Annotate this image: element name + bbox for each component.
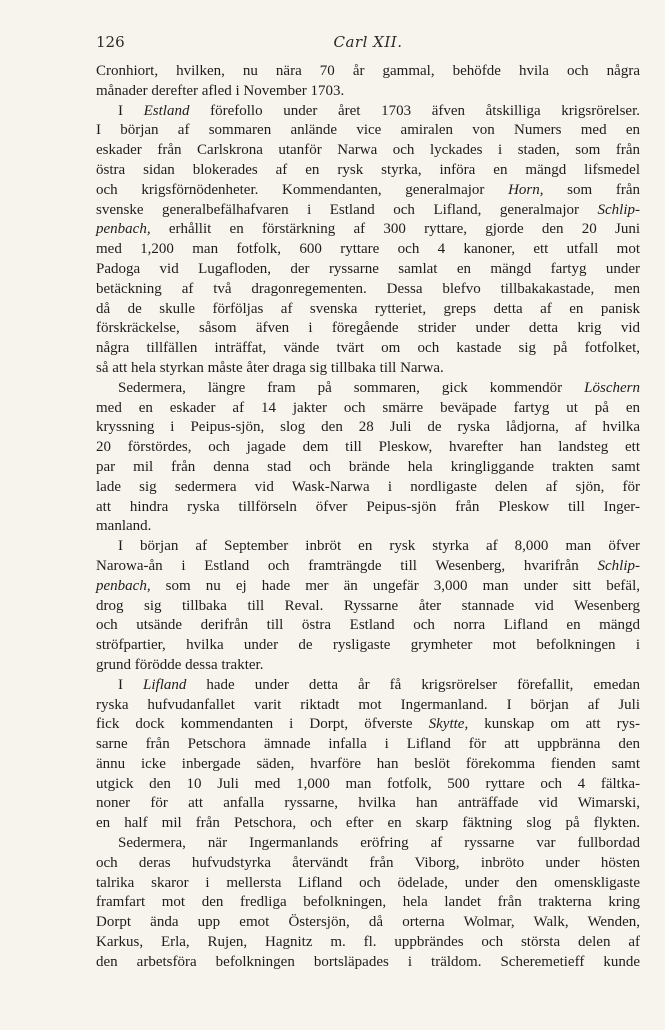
text-line: manland.: [96, 518, 152, 535]
text-line: ännu icke inbergade säden, hvarföre han beslöt förekomma fienden samt: [96, 755, 640, 772]
text-line: svenske generalbefälhafvaren i Estland och Lifland, generalmajor Schlip-: [96, 201, 640, 218]
italic-name: Estland: [143, 102, 190, 119]
text-line: drog sig tillbaka till Reval. Ryssarne åter stannade vid Wesenberg: [96, 597, 640, 614]
text-line: framfart mot den fredliga befolkningen, hela landet från trakterna kring: [96, 894, 640, 911]
text-line: talrika skaror i mellersta Lifland och ödelade, under den omenskligaste: [96, 874, 640, 891]
text-line: Sedermera, längre fram på sommaren, gick kommendör Löschern: [118, 379, 640, 396]
text-line: Sedermera, när Ingermanlands eröfring af ryssarne var fullbordad: [118, 835, 640, 852]
text-line: I Estland förefollo under året 1703 äfven åtskilliga krigsrörelser.: [118, 102, 640, 119]
text-line: I början af September inbröt en rysk styrka af 8,000 man öfver: [118, 538, 640, 555]
text-line: och krigsförnödenheter. Kommendanten, generalmajor Horn, som från: [96, 181, 640, 198]
text-line: eskader från Carlskrona utanför Narwa och lyckades i staden, som från: [96, 142, 640, 159]
italic-name: Schlip-: [597, 201, 640, 218]
text-line: fick dock kommendanten i Dorpt, öfverste Skytte, kunskap om att rys-: [96, 716, 640, 733]
text-line: den arbetsföra befolkningen bortsläpades i träldom. Scheremetieff kunde: [96, 953, 640, 970]
body-text: [96, 62, 640, 973]
text-line: ryska hufvudanfallet varit riktadt mot Ingermanland. I början af Juli: [96, 696, 640, 713]
text-line: en half mil från Petschora, och efter en skarp fäktning slog på flykten.: [96, 815, 640, 832]
text-line: då de skulle förföljas af svenska rytteriet, greps detta af en panisk: [96, 300, 640, 317]
text-line: Dorpt ända upp emot Östersjön, då orterna Wolmar, Walk, Wenden,: [96, 914, 640, 931]
text-line: sarne från Petschora ämnade infalla i Lifland för att uppbränna den: [96, 736, 640, 753]
text-line: betäckning af två dragonregementen. Dessa blefvo tillbakakastade, men: [96, 280, 640, 297]
text-line: så att hela styrkan måste åter draga sig tillbaka till Narwa.: [96, 359, 444, 376]
page-number: 126: [96, 33, 125, 51]
text-line: I Lifland hade under detta år få krigsrörelser förefallit, emedan: [118, 676, 641, 693]
text-line: några tillfällen inträffat, vände tvärt om och kastade sig på fotfolket,: [96, 340, 640, 357]
italic-name: Lifland: [143, 676, 187, 693]
text-line: och deras hufvudstyrka återvändt från Viborg, inbröto under hösten: [96, 854, 640, 871]
text-line: Karkus, Erla, Rujen, Hagnitz m. fl. uppbrändes och största delen af: [96, 934, 640, 951]
text-line: med 1,200 man fotfolk, 600 ryttare och 4 kanoner, ett utfall mot: [96, 241, 640, 258]
text-line: penbach, erhållit en förstärkning af 300 ryttare, gjorde den 20 Juni: [96, 221, 640, 238]
text-line: östra sidan blokerades af en rysk styrka, införa en mängd lifsmedel: [96, 161, 640, 178]
text-line: I början af sommaren anlände vice amiralen von Numers med en: [96, 122, 640, 139]
running-title: Carl XII.: [333, 33, 403, 51]
text-line: månader derefter afled i November 1703.: [96, 82, 345, 99]
text-line: par mil från denna stad och brände hela kringliggande trakten samt: [96, 458, 640, 475]
text-line: 20 förstördes, och jagade dem till Pleskow, hvarefter han landsteg ett: [96, 439, 640, 456]
italic-name: Skytte,: [428, 716, 469, 733]
text-line: utgick den 10 Juli med 1,000 man fotfolk, 500 ryttare och 4 fältka-: [96, 775, 640, 792]
text-line: penbach, som nu ej hade mer än ungefär 3,000 man under sitt befäl,: [96, 577, 640, 594]
italic-name: penbach,: [96, 577, 151, 594]
text-line: förskräckelse, såsom äfven i föregående strider under detta krig vid: [96, 320, 640, 337]
text-line: och utsände derifrån till östra Estland och norra Lifland en mängd: [96, 617, 640, 634]
text-line: kryssning i Peipus-sjön, slog den 28 Juli de ryska lådjorna, af hvilka: [96, 419, 640, 436]
text-line: lade sig sedermera vid Wask-Narwa i nordligaste delen af sjön, för: [96, 478, 640, 495]
text-line: noner för att anfalla ryssarne, hvilka han anträffade vid Wimarski,: [96, 795, 640, 812]
text-line: grund förödde dessa trakter.: [96, 656, 264, 673]
text-line: med en eskader af 14 jakter och smärre beväpade fartyg ut på en: [96, 399, 640, 416]
text-line: ströfpartier, hvilka under de rysligaste grymheter mot befolkningen i: [96, 637, 640, 654]
text-line: Cronhiort, hvilken, nu nära 70 år gammal, behöfde hvila och några: [96, 63, 640, 79]
italic-name: Löschern: [584, 379, 640, 396]
italic-name: Horn,: [508, 181, 544, 198]
text-line: att hindra ryska tillförseln öfver Peipus-sjön från Pleskow till Inger-: [96, 498, 640, 515]
page-header: [96, 33, 640, 57]
text-line: Padoga vid Lugafloden, der ryssarne samlat en mängd fartyg under: [96, 260, 640, 277]
italic-name: penbach,: [96, 221, 151, 238]
text-line: Narowa-ån i Estland och framträngde till Wesenberg, hvarifrån Schlip-: [96, 557, 640, 574]
italic-name: Schlip-: [597, 557, 640, 574]
